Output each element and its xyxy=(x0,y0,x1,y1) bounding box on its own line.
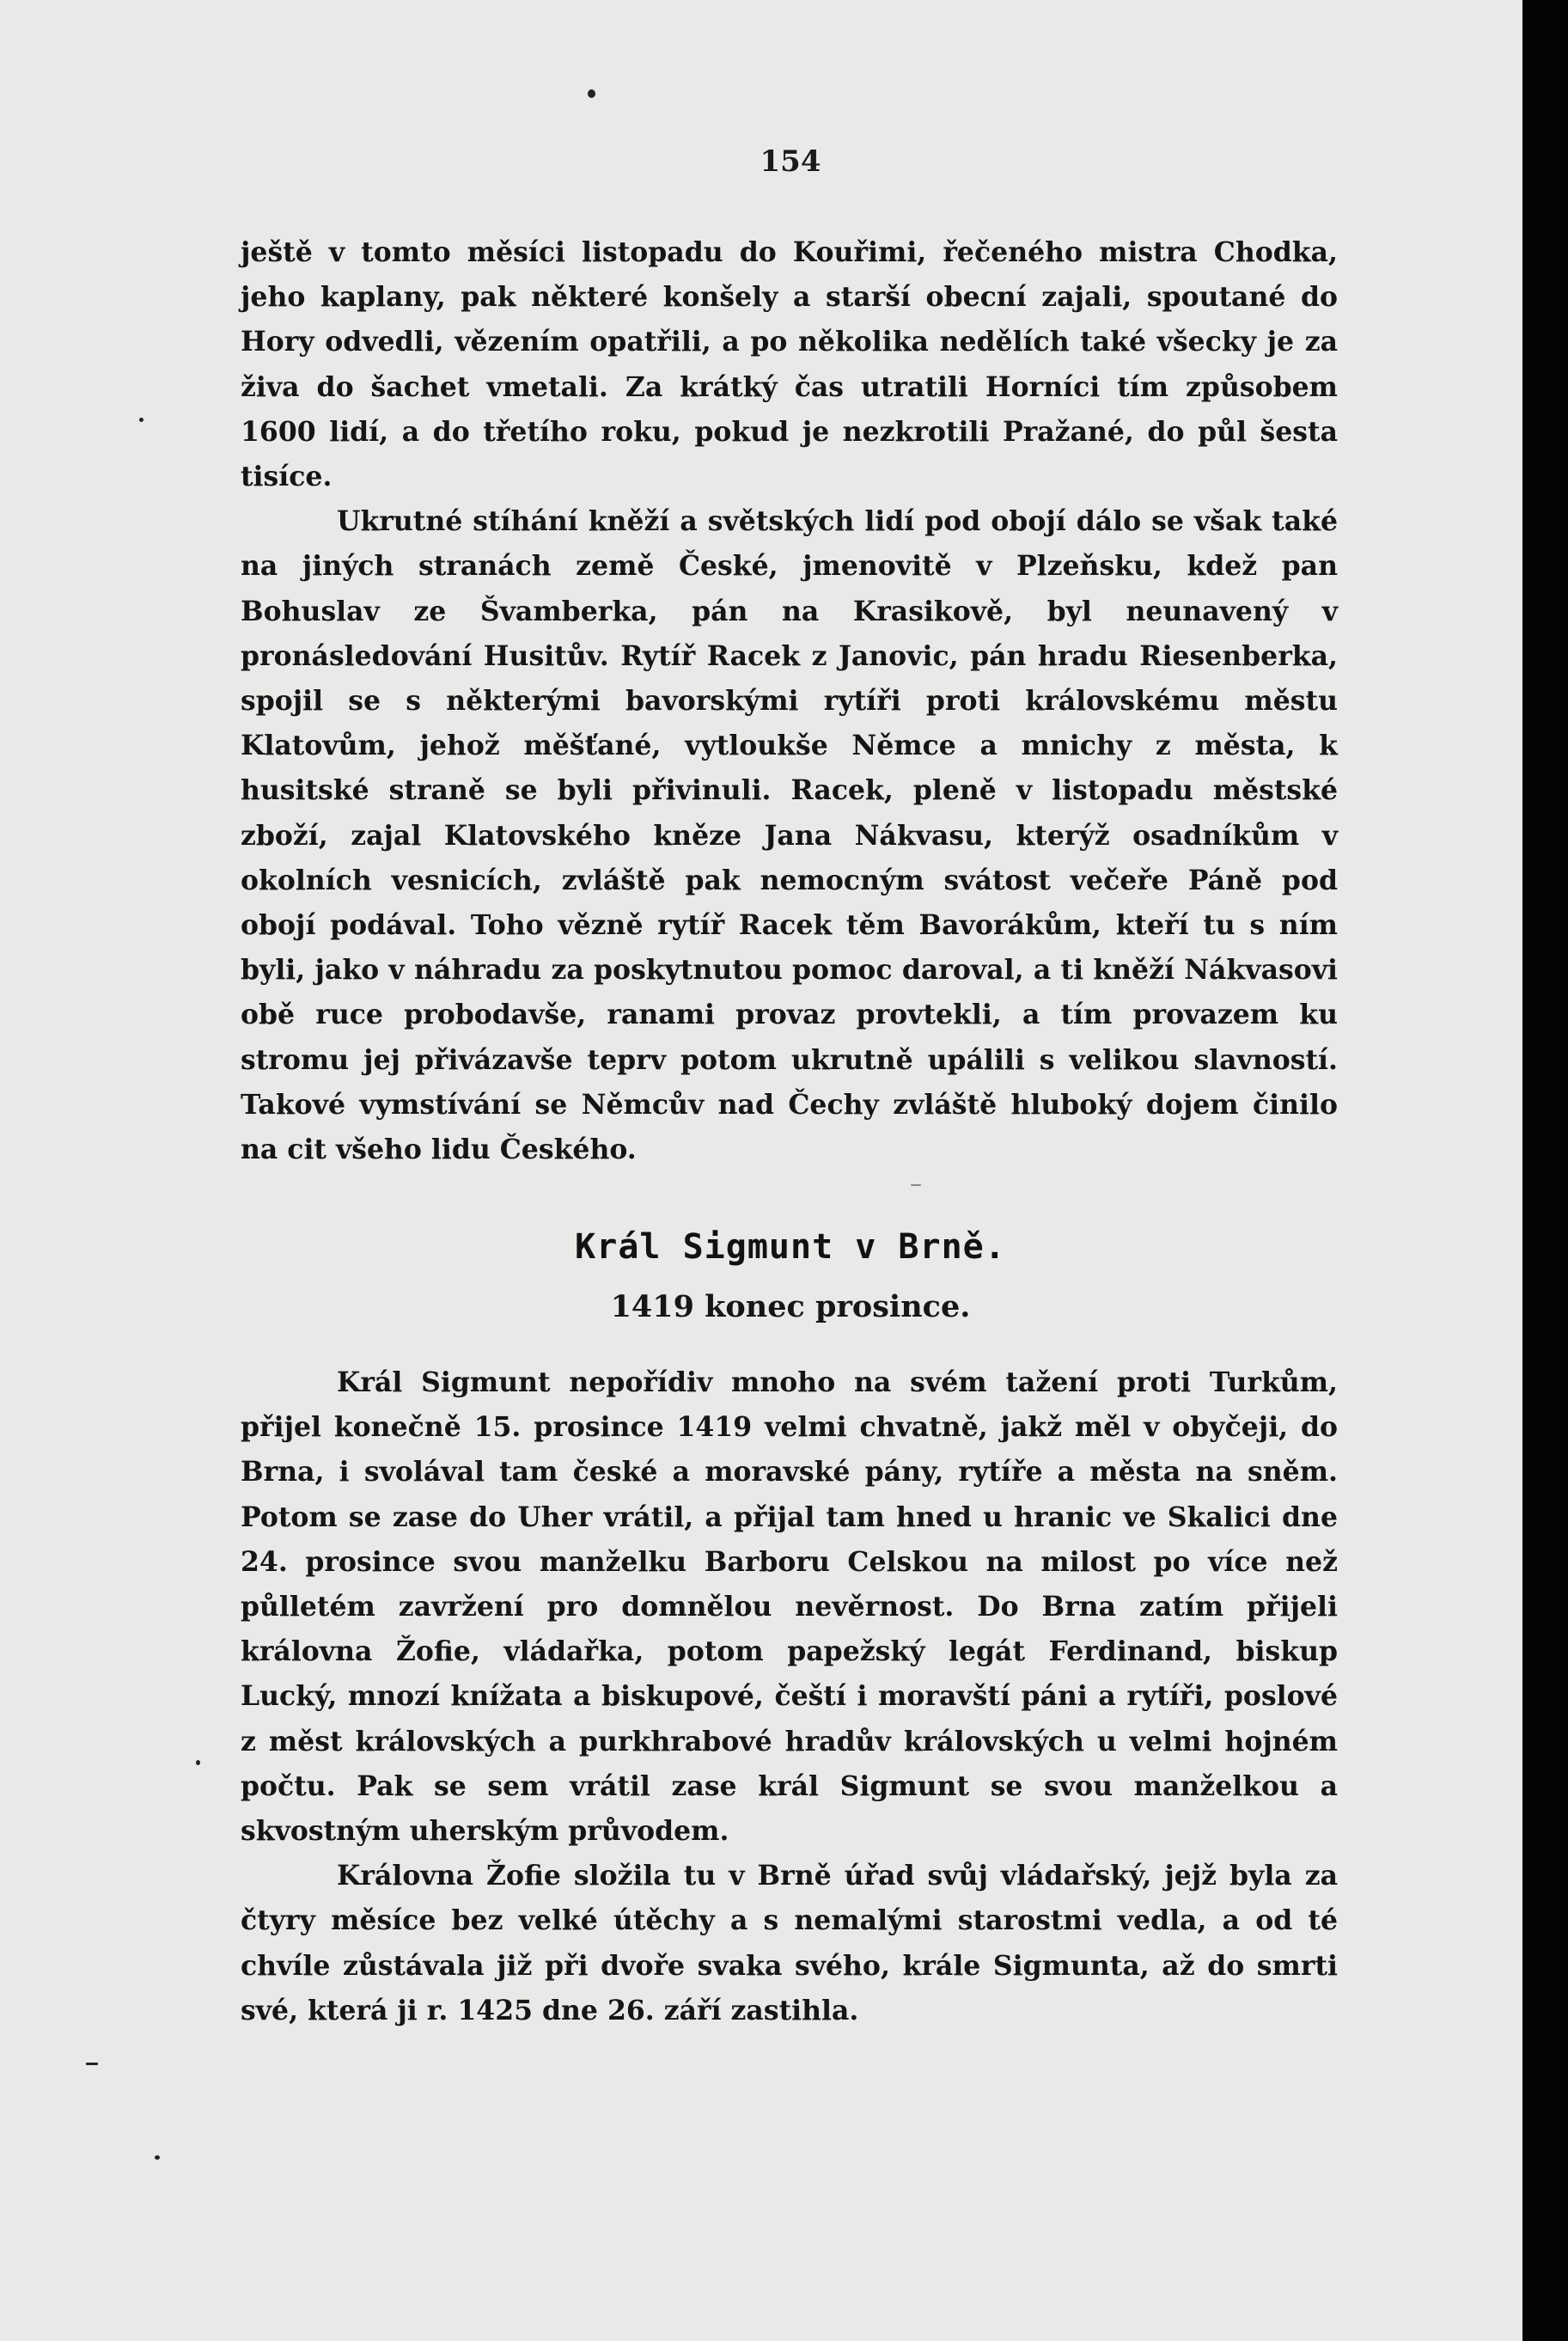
scan-speck xyxy=(911,1184,921,1186)
section-heading: Král Sigmunt v Brně. xyxy=(575,1227,1006,1267)
scan-speck xyxy=(155,2155,160,2160)
paragraph: ještě v tomto měsíci listopadu do Kouřimi, řečeného mistra Chodka, jeho kaplany, pak některé konšely a starší obecní zajali, spoutané do Hory odvedli, vězením opatřili, a po několika nedělích také všecky je za živa do šachet vmetali. Za krátký čas utratili Horníci tím způsobem 1600 lidí, a do třetího roku, pokud je nezkrotili Pražané, do půl šesta tisíce. xyxy=(241,236,1338,493)
paragraph: Královna Žofie složila tu v Brně úřad svůj vládařský, jejž byla za čtyry měsíce bez velké útěchy a s nemalými starostmi vedla, a od té chvíle zůstávala již při dvoře svaka svého, krále Sigmunta, až do smrti své, která ji r. 1425 dne 26. září zastihla. xyxy=(241,1860,1338,2026)
paragraph: Král Sigmunt nepořídiv mnoho na svém tažení proti Turkům, přijel konečně 15. prosince 1419 velmi chvatně, jakž měl v obyčeji, do Brna, i svolával tam české a moravské pány, rytíře a města na sněm. Potom se zase do Uher vrátil, a přijal tam hned u hranic ve Skalici dne 24. prosince svou manželku Barboru Celskou na milost po více než půlletém zavržení pro domnělou nevěrnost. Do Brna zatím přijeli královna Žofie, vládařka, potom papežský legát Ferdinand, biskup Lucký, mnozí knížata a biskupové, čeští i moravští páni a rytíři, poslové z měst královských a purkhrabové hradův královských u velmi hojném počtu. Pak se sem vrátil zase král Sigmunt se svou manželkou a skvostným uherským průvodem. xyxy=(241,1366,1338,1848)
scan-speck xyxy=(588,89,595,98)
section-two-body xyxy=(241,1360,1338,2033)
scan-speck xyxy=(139,418,143,422)
section-subheading: 1419 konec prosince. xyxy=(610,1289,971,1324)
scan-speck xyxy=(196,1760,200,1765)
scan-border-right xyxy=(1522,0,1568,2341)
scan-speck xyxy=(86,2063,98,2065)
paragraph: Ukrutné stíhání kněží a světských lidí pod obojí dálo se však také na jiných stranách země České, jmenovitě v Plzeňsku, kdež pan Bohuslav ze Švamberka, pán na Krasikově, byl neunavený v pronásledování Husitův. Rytíř Racek z Janovic, pán hradu Riesenberka, spojil se s některými bavorskými rytíři proti královskému městu Klatovům, jehož měšťané, vytloukše Němce a mnichy z města, k husitské straně se byli přivinuli. Racek, pleně v listopadu městské zboží, zajal Klatovského kněze Jana Nákvasu, kterýž osadníkům v okolních vesnicích, zvláště pak nemocným svátost večeře Páně pod obojí podával. Toho vězně rytíř Racek těm Bavorákům, kteří tu s ním byli, jako v náhradu za poskytnutou pomoc daroval, a ti kněží Nákvasovi obě ruce probodavše, ranami provaz provtekli, a tím provazem ku stromu jej přivázavše teprv potom ukrutně upálili s velikou slavností. Takové vymstívání se Němcův nad Čechy zvláště hluboký dojem činilo na cit všeho lidu Českého. xyxy=(241,505,1338,1166)
page-number: 154 xyxy=(760,144,821,179)
section-one-body xyxy=(241,230,1338,1172)
